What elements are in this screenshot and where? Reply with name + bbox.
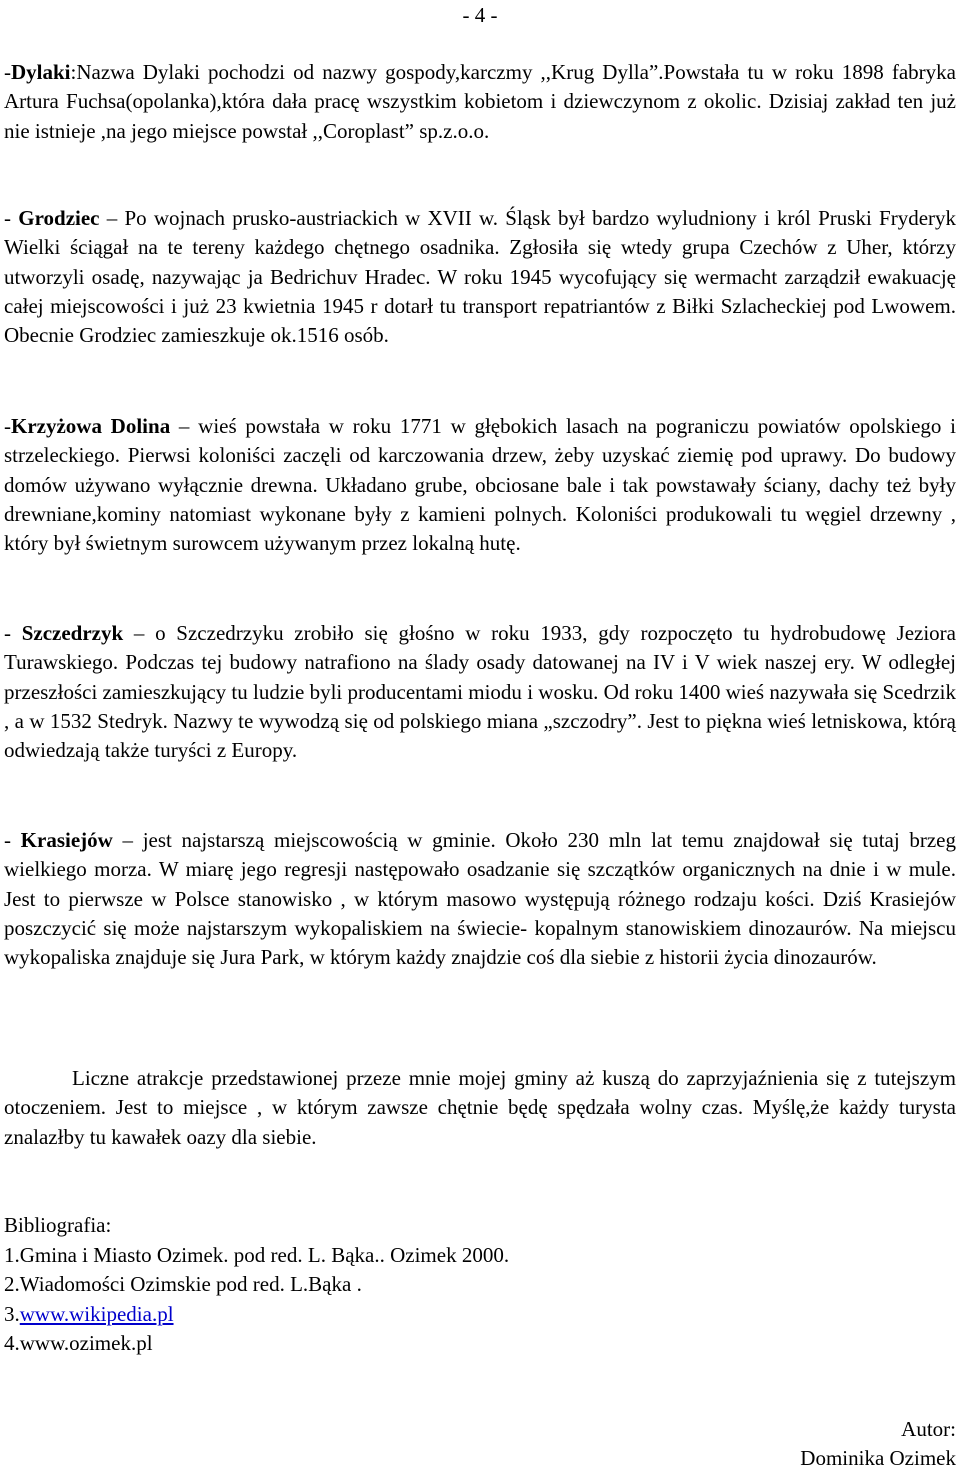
author-block — [800, 1415, 956, 1473]
section-heading-krzyzowa-dolina: Krzyżowa Dolina — [11, 414, 171, 438]
section-separator: : — [70, 60, 77, 84]
section-dylaki — [4, 58, 956, 146]
bibliography-item: 2.Wiadomości Ozimskie pod red. L.Bąka . — [4, 1272, 362, 1296]
bibliography-title: Bibliografia: — [4, 1213, 112, 1237]
bibliography — [4, 1211, 704, 1359]
section-separator: – — [170, 414, 199, 438]
section-heading-krasiejow: Krasiejów — [20, 828, 113, 852]
section-prefix: - — [4, 206, 19, 230]
section-krasiejow — [4, 826, 956, 972]
section-grodziec — [4, 204, 956, 350]
section-separator: – — [112, 828, 143, 852]
section-text-krzyzowa-dolina: wieś powstała w roku 1771 w głębokich lasach na pograniczu powiatów opolskiego i strzeleckiego. Pierwsi koloniści zaczęli od karczowania drzew, żeby uzyskać ziemię pod uprawy. Do budowy domów używano wyłącznie drewna. Układano grube, obciosane bale i tak powstawały ściany, dachy też były drewniane,kominy natomiast wykonane były z kamieni polnych. Koloniści produkowali tu węgiel drzewny , który był świetnym surowcem używanym przez lokalną hutę. — [4, 414, 956, 556]
section-text-krasiejow: jest najstarszą miejscowością w gminie. Około 230 mln lat temu znajdował się tutaj brzeg wielkiego morza. W miarę jego regresji następowało osadzanie się szczątków organicznych na dnie i w mule. Jest to pierwsze w Polsce stanowisko , w którym masowo występują różnego rodzaju kości. Dziś Krasiejów poszczycić się może najstarszym wykopaliskiem na świecie- kopalnym stanowiskiem dinozaurów. Na miejscu wykopaliska znajduje się Jura Park, w którym każdy znajdzie coś dla siebie z historii życia dinozaurów. — [4, 828, 957, 970]
section-prefix: - — [4, 828, 21, 852]
section-separator: – — [99, 206, 125, 230]
section-prefix: - — [4, 414, 11, 438]
section-separator: – — [123, 621, 156, 645]
section-heading-grodziec: Grodziec — [18, 206, 100, 230]
bibliography-item: 3.www.wikipedia.pl — [4, 1301, 174, 1326]
author-label: Autor: — [901, 1417, 956, 1441]
section-prefix: - — [4, 60, 11, 84]
wikipedia-link[interactable]: www.wikipedia.pl — [19, 1301, 174, 1326]
section-heading-dylaki: Dylaki — [11, 60, 71, 84]
author-name: Dominika Ozimek — [800, 1446, 956, 1470]
page-number: - 4 - — [462, 3, 498, 27]
closing-paragraph: Liczne atrakcje przedstawionej przeze mnie mojej gminy aż kuszą do zaprzyjaźnienia się z tutejszym otoczeniem. Jest to miejsce , w którym zawsze chętnie będę spędzała wolny czas. Myślę,że każdy turysta znalazłby tu kawałek oazy dla siebie. — [4, 1066, 956, 1149]
section-text-szczedrzyk: o Szczedrzyku zrobiło się głośno w roku 1933, gdy rozpoczęto tu hydrobudowę Jeziora Turawskiego. Podczas tej budowy natrafiono na ślady osady datowanej na IV i V wiek naszej ery. W odległej przeszłości zamieszkujący tu ludzie byli producentami miodu i wosku. Od roku 1400 wieś nazywała się Scedrzik , a w 1532 Stedryk. Nazwy te wywodzą się od polskiego miana „szczodry”. Jest to piękna wieś letniskowa, którą odwiedzają także turyści z Europy. — [4, 621, 956, 763]
section-krzyzowa-dolina — [4, 412, 956, 558]
section-text-dylaki: Nazwa Dylaki pochodzi od nazwy gospody,karczmy ,,Krug Dylla”.Powstała tu w roku 1898 fabryka Artura Fuchsa(opolanka),która dała pracę wszystkim kobietom i dziewczynom z okolic. Dzisiaj zakład ten już nie istnieje ,na jego miejsce powstał ,,Coroplast” sp.z.o.o. — [4, 60, 956, 143]
bibliography-item: 1.Gmina i Miasto Ozimek. pod red. L. Bąka.. Ozimek 2000. — [4, 1242, 510, 1267]
section-prefix: - — [4, 621, 22, 645]
bibliography-item: 4.www.ozimek.pl — [4, 1331, 153, 1355]
section-text-grodziec: Po wojnach prusko-austriackich w XVII w. Śląsk był bardzo wyludniony i król Pruski Fryderyk Wielki ściągał na te tereny każdego chętnego osadnika. Zgłosiła się wtedy grupa Czechów z Uher, którzy utworzyli osadę, nazywając ja Bedrichuv Hradec. W roku 1945 wycofujący się wermacht zarządził ewakuację całej miejscowości i już 23 kwietnia 1945 r dotarł tu transport repatriantów z Biłki Szlacheckiej pod Lwowem. Obecnie Grodziec zamieszkuje ok.1516 osób. — [4, 206, 957, 348]
section-szczedrzyk — [4, 619, 956, 765]
section-heading-szczedrzyk: Szczedrzyk — [21, 621, 124, 645]
